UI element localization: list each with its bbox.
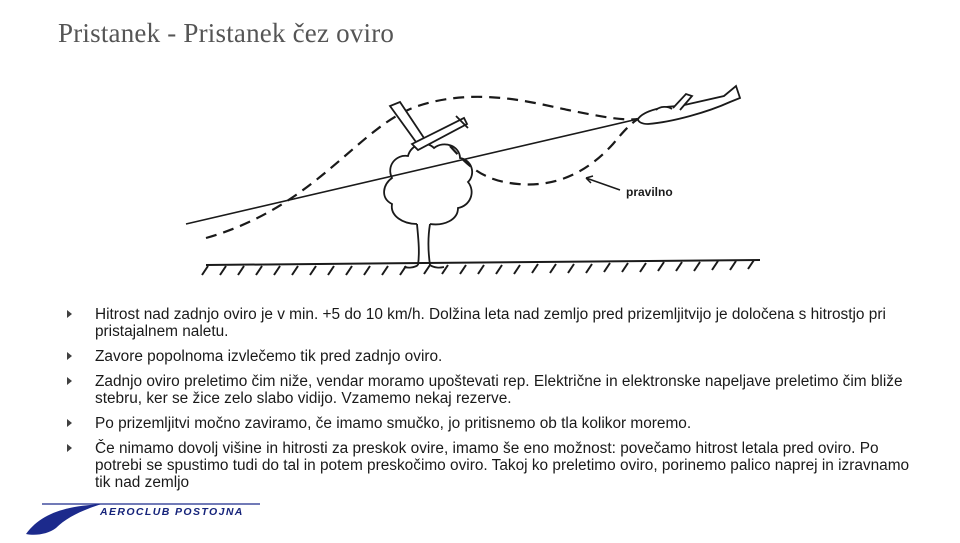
tree-obstacle: [384, 144, 472, 268]
aeroclub-logo: [22, 498, 272, 538]
slide-title: Pristanek - Pristanek čez oviro: [58, 18, 395, 48]
bullet-item: [64, 373, 914, 407]
bullet-text: Če nimamo dovolj višine in hitrosti za preskok ovire, imamo še eno možnost: povečamo hitrost letala pred oviro. Po potrebi se spustimo tudi do tal in potem preskočimo oviro. Takoj ko preletimo oviro, porinemo palico naprej in izravnamo tik nad zemljo: [95, 440, 910, 491]
bullet-text: Hitrost nad zadnjo oviro je v min. +5 do 10 km/h. Dolžina leta nad zemljo pred prizemljitvijo je določena s hitrostjo pri pristajalnem naletu.: [95, 306, 886, 340]
bullet-item: [64, 306, 914, 340]
bullet-arrow-icon: [67, 310, 72, 318]
ground: [202, 260, 760, 275]
bullet-text: Zadnjo oviro preletimo čim niže, vendar moramo upoštevati rep. Električne in elektronske napeljave preletimo čim bliže stebru, ker se žice zelo slabo vidijo. Vzamemo nekaj rezerve.: [95, 373, 903, 407]
glider-at-tree-icon: [390, 102, 468, 150]
logo-text: AEROCLUB POSTOJNA: [100, 506, 244, 518]
label-arrow: [586, 176, 620, 190]
bullet-item: [64, 440, 914, 491]
bullet-arrow-icon: [67, 377, 72, 385]
bullet-item: [64, 415, 914, 432]
landing-over-obstacle-diagram: [168, 66, 792, 296]
bullet-text: Zavore popolnoma izvlečemo tik pred zadnjo oviro.: [95, 348, 443, 365]
dashed-path-high: [206, 97, 638, 238]
bullet-arrow-icon: [67, 419, 72, 427]
bullet-arrow-icon: [67, 352, 72, 360]
glider-icon: [638, 86, 740, 124]
bullet-item: [64, 348, 914, 365]
bullet-list: [64, 306, 914, 499]
logo-wing-icon: [26, 504, 102, 535]
dashed-path-correct: [450, 119, 638, 184]
bullet-text: Po prizemljitvi močno zaviramo, če imamo smučko, jo pritisnemo ob tla kolikor moremo.: [95, 415, 692, 432]
bullet-arrow-icon: [67, 444, 72, 452]
diagram-label: pravilno: [626, 185, 673, 199]
